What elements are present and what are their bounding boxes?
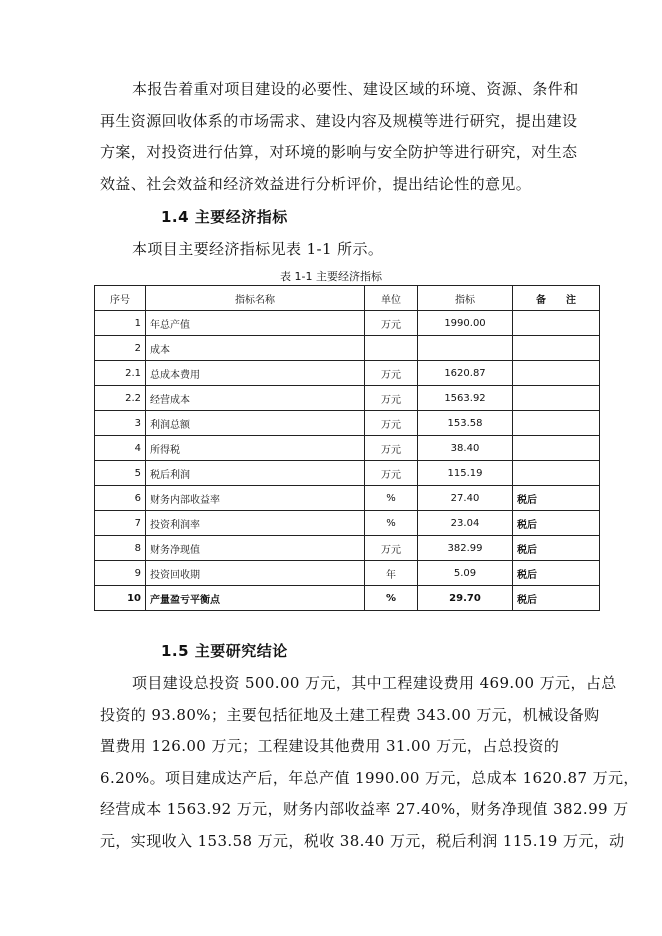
cell-note: 税后 bbox=[513, 486, 600, 511]
cell-unit: 万元 bbox=[365, 436, 418, 461]
table-reference-text: 本项目主要经济指标见表 1-1 所示。 bbox=[132, 240, 384, 258]
cell-name: 成本 bbox=[146, 336, 365, 361]
cell-name: 投资利润率 bbox=[146, 511, 365, 536]
conclusion-paragraph bbox=[100, 668, 639, 857]
cell-note bbox=[513, 311, 600, 336]
conclusion-line: 投资的 93.80%；主要包括征地及土建工程费 343.00 万元，机械设备购 bbox=[100, 705, 600, 724]
cell-seq: 9 bbox=[95, 561, 146, 586]
table-row bbox=[95, 536, 600, 561]
cell-note bbox=[513, 336, 600, 361]
cell-note bbox=[513, 386, 600, 411]
cell-seq: 7 bbox=[95, 511, 146, 536]
cell-unit: 万元 bbox=[365, 386, 418, 411]
table-row bbox=[95, 436, 600, 461]
intro-line: 再生资源回收体系的市场需求、建设内容及规模等进行研究，提出建设 bbox=[100, 111, 578, 130]
cell-value: 1990.00 bbox=[418, 311, 513, 336]
cell-note: 税后 bbox=[513, 511, 600, 536]
cell-value: 38.40 bbox=[418, 436, 513, 461]
cell-value: 1563.92 bbox=[418, 386, 513, 411]
cell-name: 总成本费用 bbox=[146, 361, 365, 386]
cell-seq: 10 bbox=[95, 586, 146, 611]
cell-value bbox=[418, 336, 513, 361]
table-caption: 表 1-1 主要经济指标 bbox=[280, 270, 382, 283]
conclusion-line: 元，实现收入 153.58 万元，税收 38.40 万元，税后利润 115.19 万元，动 bbox=[100, 831, 625, 850]
cell-name: 财务净现值 bbox=[146, 536, 365, 561]
cell-name: 经营成本 bbox=[146, 386, 365, 411]
cell-seq: 2.2 bbox=[95, 386, 146, 411]
header-note: 备 注 bbox=[513, 286, 600, 311]
cell-value: 153.58 bbox=[418, 411, 513, 436]
conclusion-line: 置费用 126.00 万元；工程建设其他费用 31.00 万元，占总投资的 bbox=[100, 737, 560, 755]
cell-name: 产量盈亏平衡点 bbox=[146, 586, 365, 611]
cell-unit: 万元 bbox=[365, 361, 418, 386]
conclusion-line: 项目建设总投资 500.00 万元，其中工程建设费用 469.00 万元，占总 bbox=[132, 674, 617, 692]
cell-name: 所得税 bbox=[146, 436, 365, 461]
cell-seq: 6 bbox=[95, 486, 146, 511]
cell-name: 利润总额 bbox=[146, 411, 365, 436]
header-name: 指标名称 bbox=[146, 286, 365, 311]
cell-unit: 年 bbox=[365, 561, 418, 586]
cell-note bbox=[513, 411, 600, 436]
cell-note bbox=[513, 361, 600, 386]
cell-seq: 8 bbox=[95, 536, 146, 561]
cell-name: 财务内部收益率 bbox=[146, 486, 365, 511]
cell-name: 投资回收期 bbox=[146, 561, 365, 586]
cell-note: 税后 bbox=[513, 561, 600, 586]
cell-value: 27.40 bbox=[418, 486, 513, 511]
cell-unit: % bbox=[365, 586, 418, 611]
intro-line: 本报告着重对项目建设的必要性、建设区域的环境、资源、条件和 bbox=[132, 80, 579, 98]
intro-line: 方案，对投资进行估算，对环境的影响与安全防护等进行研究，对生态 bbox=[100, 143, 578, 161]
table-row bbox=[95, 386, 600, 411]
intro-paragraph bbox=[100, 74, 594, 200]
cell-unit bbox=[365, 336, 418, 361]
cell-unit: % bbox=[365, 511, 418, 536]
conclusion-line: 6.20%。项目建成达产后，年总产值 1990.00 万元，总成本 1620.87 万元， bbox=[100, 768, 639, 787]
cell-note: 税后 bbox=[513, 586, 600, 611]
header-seq: 序号 bbox=[95, 286, 146, 311]
conclusion-line: 经营成本 1563.92 万元，财务内部收益率 27.40%，财务净现值 382.99 万 bbox=[100, 800, 629, 818]
cell-value: 5.09 bbox=[418, 561, 513, 586]
cell-unit: 万元 bbox=[365, 536, 418, 561]
table-row bbox=[95, 561, 600, 586]
cell-seq: 2 bbox=[95, 336, 146, 361]
cell-seq: 5 bbox=[95, 461, 146, 486]
header-value: 指标 bbox=[418, 286, 513, 311]
cell-seq: 1 bbox=[95, 311, 146, 336]
economic-indicators-table bbox=[94, 285, 600, 611]
table-row bbox=[95, 461, 600, 486]
cell-name: 税后利润 bbox=[146, 461, 365, 486]
cell-note bbox=[513, 461, 600, 486]
table-row bbox=[95, 361, 600, 386]
cell-unit: 万元 bbox=[365, 411, 418, 436]
table-row bbox=[95, 586, 600, 611]
section-heading-1-5: 1.5 主要研究结论 bbox=[161, 642, 288, 660]
cell-value: 115.19 bbox=[418, 461, 513, 486]
cell-note: 税后 bbox=[513, 536, 600, 561]
cell-value: 29.70 bbox=[418, 586, 513, 611]
section-heading-1-4: 1.4 主要经济指标 bbox=[161, 208, 288, 226]
cell-note bbox=[513, 436, 600, 461]
cell-unit: 万元 bbox=[365, 461, 418, 486]
cell-value: 1620.87 bbox=[418, 361, 513, 386]
cell-value: 382.99 bbox=[418, 536, 513, 561]
table-row bbox=[95, 336, 600, 361]
cell-value: 23.04 bbox=[418, 511, 513, 536]
cell-seq: 3 bbox=[95, 411, 146, 436]
table-row bbox=[95, 486, 600, 511]
table-header-row bbox=[95, 286, 600, 311]
cell-unit: % bbox=[365, 486, 418, 511]
table-row bbox=[95, 311, 600, 336]
cell-name: 年总产值 bbox=[146, 311, 365, 336]
table-row bbox=[95, 411, 600, 436]
cell-unit: 万元 bbox=[365, 311, 418, 336]
header-unit: 单位 bbox=[365, 286, 418, 311]
cell-seq: 2.1 bbox=[95, 361, 146, 386]
intro-line: 效益、社会效益和经济效益进行分析评价，提出结论性的意见。 bbox=[100, 174, 532, 193]
table-row bbox=[95, 511, 600, 536]
cell-seq: 4 bbox=[95, 436, 146, 461]
